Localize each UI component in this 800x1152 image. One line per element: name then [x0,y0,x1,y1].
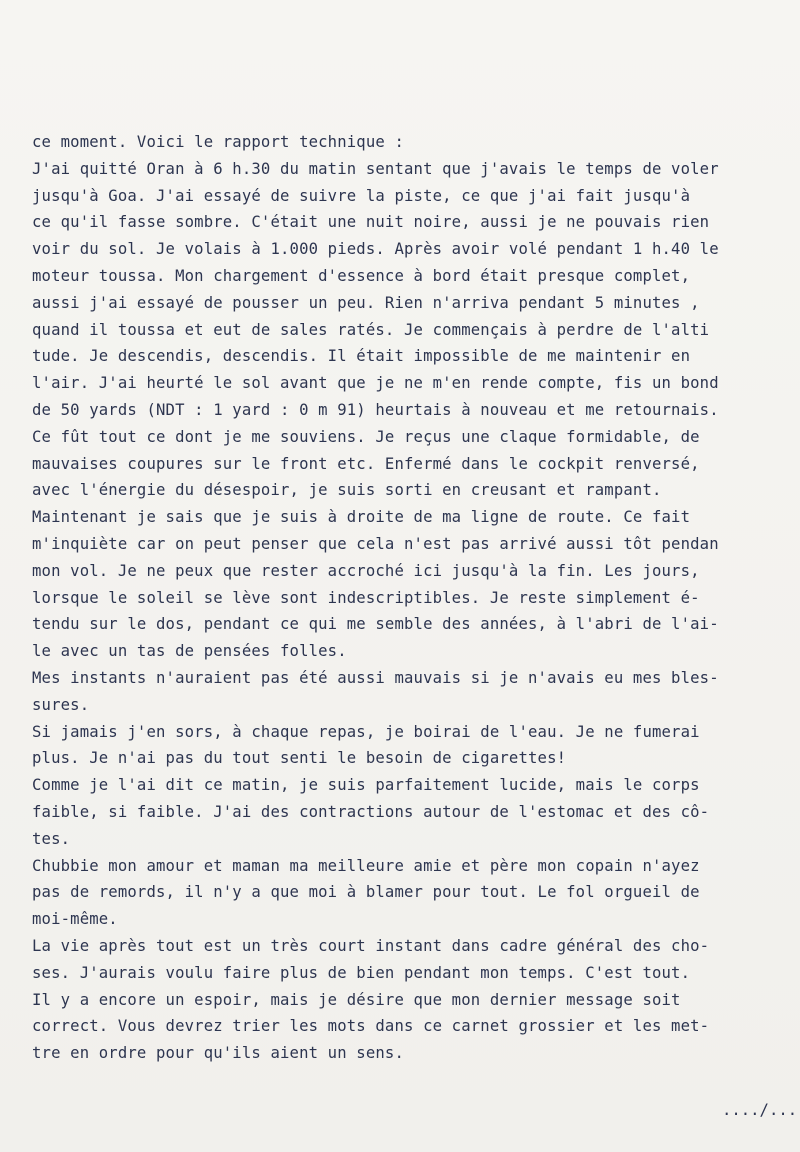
text-line: ce qu'il fasse sombre. C'était une nuit noire, aussi je ne pouvais rien [32,213,710,232]
text-line: J'ai quitté Oran à 6 h.30 du matin sentant que j'avais le temps de voler [32,159,719,178]
text-line: mon vol. Je ne peux que rester accroché ici jusqu'à la fin. Les jours, [32,561,700,580]
text-line: voir du sol. Je volais à 1.000 pieds. Après avoir volé pendant 1 h.40 le [32,240,719,259]
text-line: tre en ordre pour qu'ils aient un sens. [32,1044,404,1063]
text-line: pas de remords, il n'y a que moi à blamer pour tout. Le fol orgueil de [32,883,700,902]
text-line: lorsque le soleil se lève sont indescriptibles. Je reste simplement é- [32,588,700,607]
text-line: moteur toussa. Mon chargement d'essence à bord était presque complet, [32,266,691,285]
text-line: tendu sur le dos, pendant ce qui me semble des années, à l'abri de l'ai- [32,615,719,634]
text-line: correct. Vous devrez trier les mots dans ce carnet grossier et les met- [32,1017,710,1036]
text-line: Comme je l'ai dit ce matin, je suis parfaitement lucide, mais le corps [32,776,700,795]
text-line: Chubbie mon amour et maman ma meilleure amie et père mon copain n'ayez [32,856,700,875]
text-line: tude. Je descendis, descendis. Il était impossible de me maintenir en [32,347,691,366]
text-line: de 50 yards (NDT : 1 yard : 0 m 91) heurtais à nouveau et me retournais. [32,400,719,419]
text-line: ses. J'aurais voulu faire plus de bien pendant mon temps. C'est tout. [32,963,691,982]
text-line: plus. Je n'ai pas du tout senti le besoin de cigarettes! [32,749,567,768]
text-line: Il y a encore un espoir, mais je désire que mon dernier message soit [32,990,681,1009]
text-line: jusqu'à Goa. J'ai essayé de suivre la piste, ce que j'ai fait jusqu'à [32,186,691,205]
text-line: m'inquiète car on peut penser que cela n'est pas arrivé aussi tôt pendan [32,534,719,553]
text-line: Ce fût tout ce dont je me souviens. Je reçus une claque formidable, de [32,427,700,446]
text-line: moi-même. [32,910,118,929]
text-line: l'air. J'ai heurté le sol avant que je ne m'en rende compte, fis un bond [32,374,719,393]
text-line: aussi j'ai essayé de pousser un peu. Rien n'arriva pendant 5 minutes , [32,293,700,312]
text-line: faible, si faible. J'ai des contractions autour de l'estomac et des cô- [32,802,710,821]
typewritten-text [32,129,800,1067]
text-line: Si jamais j'en sors, à chaque repas, je boirai de l'eau. Je ne fumerai [32,722,700,741]
text-line: Maintenant je sais que je suis à droite de ma ligne de route. Ce fait [32,508,691,527]
text-line: La vie après tout est un très court instant dans cadre général des cho- [32,936,710,955]
page-continuation-marker: ..../... [722,1101,798,1119]
text-line: tes. [32,829,71,848]
text-line: Mes instants n'auraient pas été aussi mauvais si je n'avais eu mes bles- [32,668,719,687]
text-line: sures. [32,695,90,714]
text-line: avec l'énergie du désespoir, je suis sorti en creusant et rampant. [32,481,662,500]
text-line: mauvaises coupures sur le front etc. Enfermé dans le cockpit renversé, [32,454,700,473]
text-line: ce moment. Voici le rapport technique : [32,133,404,151]
text-line: quand il toussa et eut de sales ratés. Je commençais à perdre de l'alti [32,320,710,339]
text-line: le avec un tas de pensées folles. [32,642,347,661]
